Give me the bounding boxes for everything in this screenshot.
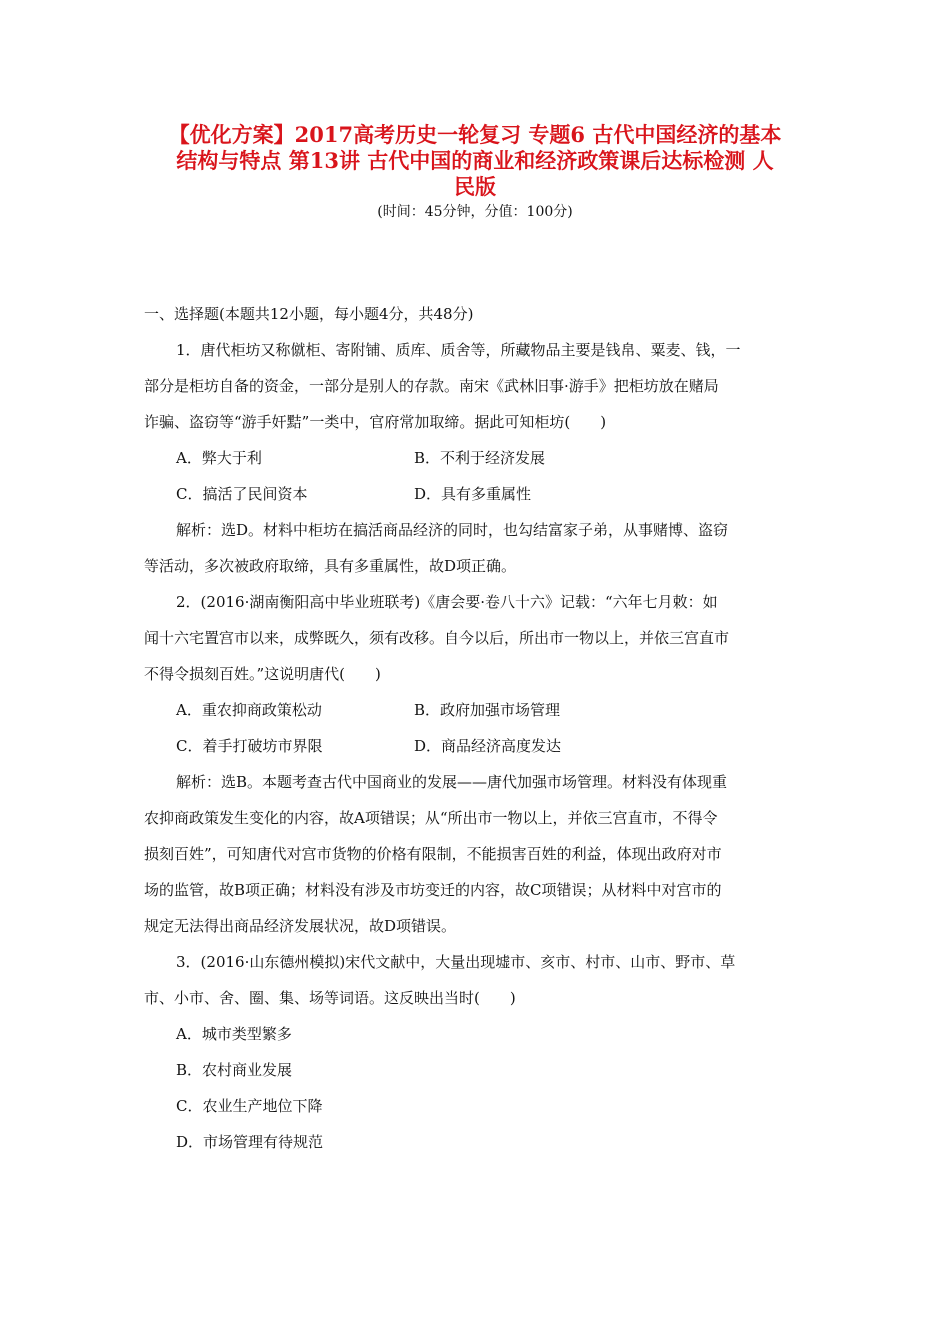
option-c: C．着手打破坊市界限 [176, 737, 323, 755]
option-row [144, 440, 808, 476]
option-a: A．弊大于利 [176, 449, 262, 467]
question-3 [144, 944, 808, 1160]
analysis-line: 场的监管，故B项正确；材料没有涉及市坊变迁的内容，故C项错误；从材料中对宫市的 [144, 881, 722, 899]
option-a: A．重农抑商政策松动 [176, 701, 322, 719]
question-text-line: 不得令损刻百姓。”这说明唐代( ) [144, 665, 381, 683]
option-row [144, 476, 808, 512]
option-row [144, 692, 808, 728]
question-1 [144, 332, 808, 584]
analysis-line: 规定无法得出商品经济发展状况，故D项错误。 [144, 917, 457, 935]
time-score-note: (时间：45分钟，分值：100分) [377, 204, 573, 220]
document-title [120, 122, 830, 200]
analysis-line: 解析：选B。本题考查古代中国商业的发展——唐代加强市场管理。材料没有体现重 [176, 773, 728, 791]
question-text-line: 市、小市、舍、圈、集、场等词语。这反映出当时( ) [144, 989, 516, 1007]
question-2 [144, 584, 808, 944]
analysis-line: 损刻百姓”，可知唐代对宫市货物的价格有限制，不能损害百姓的利益，体现出政府对市 [144, 845, 722, 863]
question-text-line: 3．(2016·山东德州模拟)宋代文献中，大量出现墟市、亥市、村市、山市、野市、草 [176, 953, 736, 971]
document-body [144, 296, 808, 1160]
title-line: 【优化方案】2017高考历史一轮复习 专题6 古代中国经济的基本 [168, 122, 782, 147]
option-row [144, 728, 808, 764]
title-line: 结构与特点 第13讲 古代中国的商业和经济政策课后达标检测 人 [176, 148, 774, 173]
option-b: B．农村商业发展 [176, 1061, 293, 1079]
option-d: D．具有多重属性 [414, 485, 532, 503]
question-text-line: 诈骗、盗窃等“游手奸黠”一类中，官府常加取缔。据此可知柜坊( ) [144, 413, 607, 431]
analysis-line: 等活动，多次被政府取缔，具有多重属性，故D项正确。 [144, 557, 517, 575]
analysis-line: 农抑商政策发生变化的内容，故A项错误；从“所出市一物以上，并依三宫直市，不得令 [144, 809, 718, 827]
option-c: C．搞活了民间资本 [176, 485, 308, 503]
option-d: D．商品经济高度发达 [414, 737, 562, 755]
option-c: C．农业生产地位下降 [176, 1097, 323, 1115]
section-heading: 一、选择题(本题共12小题，每小题4分，共48分) [144, 305, 474, 323]
question-text-line: 部分是柜坊自备的资金，一部分是别人的存款。南宋《武林旧事·游手》把柜坊放在赌局 [144, 377, 719, 395]
option-b: B．不利于经济发展 [414, 449, 546, 467]
title-line: 民版 [454, 174, 496, 199]
option-d: D．市场管理有待规范 [176, 1133, 324, 1151]
question-text-line: 2．(2016·湖南衡阳高中毕业班联考)《唐会要·卷八十六》记载：“六年七月敕：如 [176, 593, 718, 611]
analysis-line: 解析：选D。材料中柜坊在搞活商品经济的同时，也勾结富家子弟，从事赌博、盗窃 [176, 521, 729, 539]
question-text-line: 1．唐代柜坊又称僦柜、寄附铺、质库、质舍等，所藏物品主要是钱帛、粟麦、钱，一 [176, 341, 741, 359]
question-text-line: 闻十六宅置宫市以来，成弊既久，须有改移。自今以后，所出市一物以上，并依三宫直市 [144, 629, 730, 647]
option-a: A．城市类型繁多 [176, 1025, 292, 1043]
option-b: B．政府加强市场管理 [414, 701, 561, 719]
